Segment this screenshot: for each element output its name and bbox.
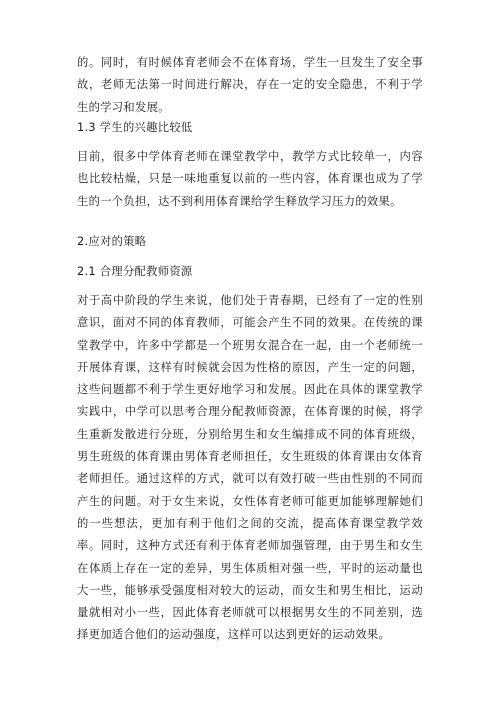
paragraph-safety [77, 52, 423, 119]
section-heading: 2.1 合理分配教师资源 [77, 265, 193, 278]
paragraph-text: 的。同时，有时候体育老师会不在体育场，学生一旦发生了安全事故，老师无法第一时间进行解决，存在一定的安全隐患，不利于学生的学习和发展。 [77, 56, 423, 114]
section-heading: 2.应对的策略 [77, 235, 147, 248]
heading-interest [77, 120, 423, 136]
section-heading: 1.3 学生的兴趣比较低 [77, 121, 193, 134]
paragraph-text: 对于高中阶段的学生来说，他们处于青春期，已经有了一定的性别意识，面对不同的体育教师，可能会产生不同的效果。在传统的课堂教学中，许多中学都是一个班男女混合在一起，由一个老师统一开展体育课，这样有时候就会因为性格的原因，产生一定的问题，这些问题都不利于学生更好地学习和发展。因此在具体的课堂教学实践中，中学可以思考合理分配教师资源，在体育课的时候，将学生重新发散进行分班，分别给男生和女生编排成不同的体育班级，男生班级的体育课由男体育老师担任，女生班级的体育课由女体育老师担任。通过这样的方式，就可以有效打破一些由性别的不同而产生的问题。对于女生来说，女性体育老师可能更加能够理解她们的一些想法，更加有利于他们之间的交流，提高体育课堂教学效率。同时，这种方式还有利于体育老师加强管理，由于男生和女生在体质上存在一定的差异，男生体质相对强一些，平时的运动量也大一些，能够承受强度相对较大的运动，而女生和男生相比，运动量就相对小一些，因此体育老师就可以根据男女生的不同差别，选择更加适合他们的运动强度，这样可以达到更好的运动效果。 [77, 294, 423, 642]
paragraph-interest [77, 146, 423, 213]
heading-strategy [77, 234, 423, 250]
paragraph-teacher-resources [77, 290, 423, 647]
heading-teacher-resources [77, 264, 423, 280]
paragraph-text: 目前，很多中学体育老师在课堂教学中，教学方式比较单一，内容也比较枯燥，只是一味地重复以前的一些内容，体育课也成为了学生的一个负担，达不到利用体育课给学生释放学习压力的效果。 [77, 150, 423, 208]
